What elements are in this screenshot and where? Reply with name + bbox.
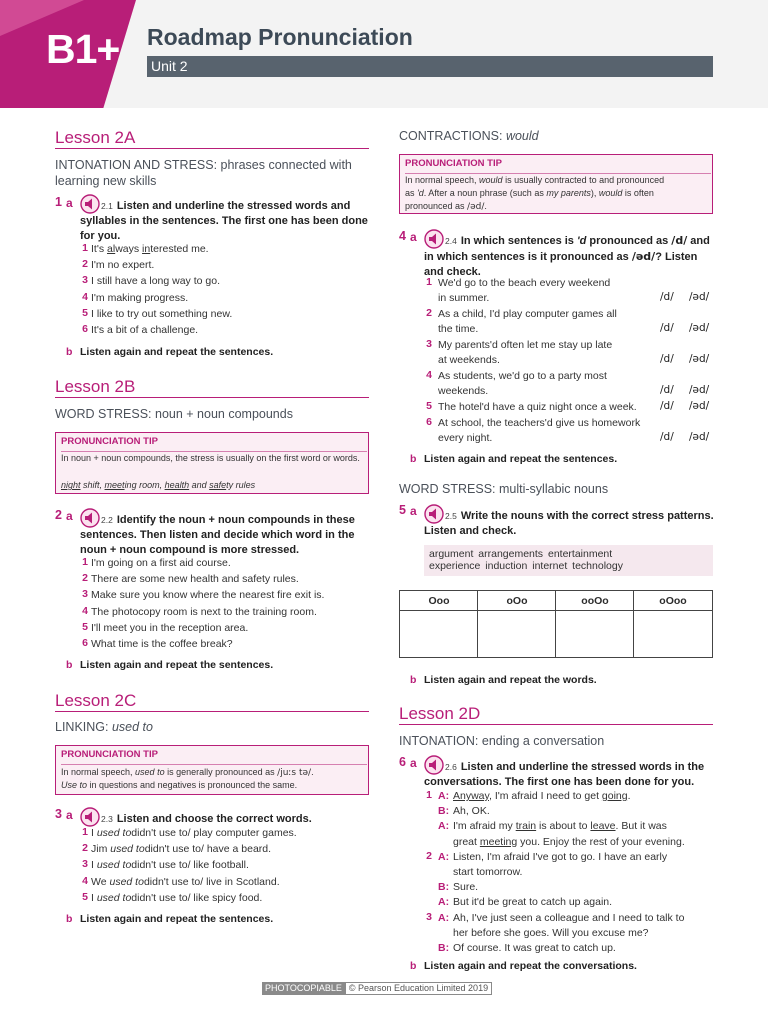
copyright-label: © Pearson Education Limited 2019 (345, 982, 492, 995)
q1-track: 2.1 (101, 201, 113, 211)
speaker-icon[interactable] (424, 504, 444, 524)
text-run: It's a bit of a challenge. (91, 324, 199, 336)
list-item (91, 242, 209, 257)
q3-part-b: b (66, 913, 73, 925)
speaker-label: B: (438, 942, 450, 954)
tip-text: In noun + noun compounds, the stress is usually on the first word or words. (61, 453, 360, 463)
list-item: At school, the teachers'd give us homework (438, 417, 641, 429)
text-run: in questions and negatives is pronounced the same. (87, 780, 298, 790)
text-run: 'd (576, 235, 587, 247)
q4-instruction-text (424, 235, 710, 278)
q5-instruction-text: Write the nouns with the correct stress patterns. Listen and check. (424, 510, 714, 537)
choice-ed[interactable]: /əd/ (689, 384, 710, 396)
lesson-2d-rule (399, 724, 713, 725)
text-run: I (91, 827, 97, 839)
item-number: 2 (82, 572, 88, 585)
text-run: In which sentences is (460, 235, 577, 247)
q2-number: 2 (55, 508, 62, 522)
word-box-line-2: experience induction internet technology (429, 560, 623, 572)
text-run: I still have a long way to go. (91, 275, 220, 288)
conversation-line (453, 926, 649, 941)
q3-b-text: Listen again and repeat the sentences. (80, 913, 274, 925)
text-run: is usually contracted to and pronounced (502, 175, 665, 185)
lesson-2a-rule (55, 148, 369, 149)
italic-text (479, 175, 503, 185)
q4-b-text: Listen again and repeat the sentences. (424, 453, 618, 465)
italic-text (109, 876, 143, 888)
text-run: LINKING: (55, 720, 112, 734)
q6-b-text: Listen again and repeat the conversations. (424, 960, 637, 972)
word-box-line-1: argument arrangements entertainment (429, 548, 613, 560)
item-number: 5 (426, 400, 432, 412)
tip-heading: PRONUNCIATION TIP (61, 436, 158, 447)
text-run: is generally pronounced as (164, 767, 278, 777)
tip-example (61, 479, 255, 492)
text-run: is often (622, 188, 654, 198)
q5-instruction (424, 504, 714, 539)
conversation-line (453, 819, 667, 834)
q4-number: 4 (399, 229, 406, 243)
speaker-icon[interactable] (424, 755, 444, 775)
choice-ed[interactable]: /əd/ (689, 431, 710, 443)
item-number: 4 (82, 290, 88, 303)
text-run: didn't use to/ like spicy food. (131, 891, 263, 904)
conversation-line (453, 835, 685, 850)
lesson-2b-subhead: WORD STRESS: noun + noun compounds (55, 407, 293, 421)
stressed-syllable: Anyway (453, 790, 489, 802)
q1-part-a: a (66, 196, 73, 210)
q2-instruction-text: Identify the noun + noun compounds in these sentences. Then listen and decide which word in the noun + noun compound is more stressed. (80, 514, 355, 556)
stressed-syllable: night (61, 480, 81, 490)
lesson-2d-title: Lesson 2D (399, 704, 481, 723)
speaker-label: A: (438, 820, 450, 833)
choice-d[interactable]: /d/ (660, 291, 674, 303)
text-run: . (627, 790, 631, 802)
text-run: would (598, 188, 623, 198)
text-run: . (311, 767, 314, 777)
table-column-oOo[interactable] (478, 591, 556, 657)
unit-label: Unit 2 (151, 58, 188, 74)
list-item (91, 323, 198, 338)
lesson-2c-rule (55, 711, 369, 712)
text-run: used to (96, 859, 132, 872)
conversation-line (453, 865, 522, 880)
speaker-icon[interactable] (80, 508, 100, 528)
italic-text (97, 827, 131, 839)
text-run: In normal speech, (61, 767, 136, 777)
choice-d[interactable]: /d/ (660, 400, 674, 412)
list-item-continued: at weekends. (438, 354, 500, 366)
q2-b-text: Listen again and repeat the sentences. (80, 659, 274, 671)
item-number: 1 (82, 242, 88, 254)
list-item (91, 274, 220, 289)
table-column-ooo[interactable] (400, 591, 478, 657)
q1-instruction (80, 194, 370, 244)
text-run: ty rules (226, 480, 256, 490)
column-header: Ooo (428, 595, 450, 607)
speaker-icon[interactable] (80, 194, 100, 214)
q3-number: 3 (55, 807, 62, 821)
q1-instruction-text: Listen and underline the stressed words and syllables in the sentences. The first one has been done for you. (80, 200, 368, 242)
item-number: 2 (82, 842, 88, 855)
q3-part-a: a (66, 808, 73, 822)
q1-b-text: Listen again and repeat the sentences. (80, 346, 274, 358)
item-number: 6 (82, 323, 88, 335)
tip-line-1 (405, 174, 664, 187)
text-run: 'd (417, 188, 424, 198)
list-item (91, 842, 271, 857)
text-run: I (91, 891, 97, 904)
column-header: oOo (506, 595, 528, 607)
list-item-continued: every night. (438, 432, 493, 444)
list-item (91, 875, 280, 890)
q2-track: 2.2 (101, 515, 113, 525)
item-number: 4 (82, 874, 88, 887)
item-number: 3 (82, 588, 88, 601)
speaker-label: A: (438, 790, 450, 802)
italic-text (110, 843, 144, 855)
item-number: 1 (426, 276, 432, 288)
stress-pattern-table (399, 590, 713, 658)
footer (262, 982, 492, 995)
conversation-line (453, 911, 684, 926)
choice-d[interactable]: /d/ (660, 353, 674, 365)
text-run: and in which sentences is it pronounced as (424, 235, 710, 263)
phonetic-text: /əd/ (467, 202, 485, 212)
page-title: Roadmap Pronunciation (147, 24, 413, 50)
text-run: I'm afraid my (453, 820, 516, 833)
list-item (91, 291, 188, 306)
italic-text (61, 780, 87, 790)
text-run: CONTRACTIONS: (399, 129, 506, 143)
column-header: oOoo (659, 595, 687, 607)
pronunciation-tip-2b (55, 432, 369, 494)
conversation-number: 2 (426, 849, 432, 862)
tip-line-3 (405, 200, 487, 214)
photocopiable-label: PHOTOCOPIABLE (262, 982, 345, 995)
q5-number: 5 (399, 503, 406, 517)
conversation-line (453, 804, 490, 819)
text-run: didn't use to/ like football. (131, 859, 249, 872)
q1-part-b: b (66, 346, 73, 358)
q3-instruction (80, 807, 370, 827)
text-run: ), (590, 188, 599, 198)
q2-instruction (80, 508, 370, 558)
tip-heading: PRONUNCIATION TIP (61, 749, 158, 760)
contractions-subhead (399, 128, 539, 144)
text-run: , I'm afraid I need to get (489, 790, 602, 802)
choice-d[interactable]: /d/ (660, 431, 674, 443)
choice-ed[interactable]: /əd/ (689, 322, 710, 334)
stressed-syllable: al (107, 243, 116, 255)
conversation-line (453, 850, 667, 865)
q5-b-text: Listen again and repeat the words. (424, 674, 597, 686)
list-item-continued: the time. (438, 323, 479, 335)
tip-line-2 (61, 779, 297, 792)
item-number: 2 (426, 307, 432, 319)
choice-d[interactable]: /d/ (660, 322, 674, 334)
q4-instruction (424, 229, 714, 280)
conversation-number: 1 (426, 789, 432, 801)
text-run: . But it was (615, 820, 667, 833)
italic-text (112, 720, 153, 734)
text-run: Ah, OK. (453, 805, 490, 818)
text-run: Of course. It was great to catch up. (453, 942, 616, 954)
text-run: Ah, I've just seen a colleague and I need to talk to (453, 911, 685, 924)
text-run: didn't use to/ have a beard. (144, 843, 272, 856)
text-run: used to (96, 827, 132, 839)
text-run: used to (135, 767, 165, 777)
text-run: It's (91, 243, 108, 255)
italic-text (506, 129, 539, 143)
phonetic-text: /əd/ (631, 250, 656, 263)
conversation-line (453, 895, 612, 910)
list-item (91, 307, 232, 322)
q2-part-a: a (66, 509, 73, 523)
q5-part-b: b (410, 674, 417, 686)
text-run: I like to try out something new. (91, 307, 233, 320)
text-run: Use to (61, 780, 88, 790)
list-item (91, 858, 249, 873)
lesson-2a-title: Lesson 2A (55, 128, 136, 147)
list-item-continued: in summer. (438, 292, 490, 304)
text-run: and (189, 480, 210, 490)
q3-track: 2.3 (101, 814, 113, 824)
table-column-oOoo[interactable] (634, 591, 712, 657)
list-item: The photocopy room is next to the training room. (91, 605, 317, 618)
item-number: 5 (82, 620, 88, 633)
list-item: The hotel'd have a quiz night once a week. (438, 401, 637, 413)
text-run: We (91, 875, 110, 888)
item-number: 3 (82, 858, 88, 871)
q5-track: 2.5 (445, 511, 457, 521)
lesson-2d-subhead: INTONATION: ending a conversation (399, 734, 605, 748)
text-run: . After a noun phrase (such as (423, 188, 547, 198)
italic-text (599, 188, 623, 198)
speaker-label: B: (438, 805, 450, 818)
text-run: start tomorrow. (453, 866, 523, 878)
pronunciation-tip-contractions (399, 154, 713, 214)
q2-part-b: b (66, 659, 73, 671)
choice-d[interactable]: /d/ (660, 384, 674, 396)
lesson-2a-subhead: INTONATION AND STRESS: phrases connected with learning new skills (55, 158, 352, 188)
list-item (91, 258, 154, 273)
table-column-ooOo[interactable] (556, 591, 634, 657)
speaker-icon[interactable] (80, 807, 100, 827)
item-number: 3 (82, 274, 88, 287)
speaker-label: A: (438, 850, 450, 863)
q6-track: 2.6 (445, 762, 457, 772)
text-run: I (91, 859, 97, 872)
italic-text (546, 188, 591, 198)
pronunciation-tip-2c (55, 745, 369, 795)
text-run: as (405, 188, 418, 198)
item-number: 1 (82, 556, 88, 568)
stressed-syllable: going (601, 790, 628, 802)
item-number: 4 (426, 369, 432, 381)
text-run: Sure. (453, 881, 479, 894)
q6-number: 6 (399, 755, 406, 769)
lesson-2c-title: Lesson 2C (55, 691, 137, 710)
list-item-continued: weekends. (438, 385, 489, 397)
text-run: Listen, I'm afraid I've got to go. I have an early (453, 850, 668, 863)
item-number: 5 (82, 890, 88, 903)
lesson-2b-title: Lesson 2B (55, 377, 136, 396)
speaker-label: A: (438, 911, 450, 924)
choice-ed[interactable]: /əd/ (689, 291, 710, 303)
text-run: didn't use to/ play computer games. (131, 827, 297, 839)
text-run: used to (111, 720, 153, 734)
speaker-icon[interactable] (424, 229, 444, 249)
stressed-syllable: in (142, 243, 151, 255)
list-item: We'd go to the beach every weekend (438, 277, 611, 289)
text-run: would (479, 175, 503, 185)
list-item: There are some new health and safety rules. (91, 573, 299, 586)
speaker-label: A: (438, 896, 450, 909)
word-box (424, 545, 713, 576)
italic-text (97, 859, 131, 871)
conversation-line (453, 941, 616, 956)
page-header (0, 0, 768, 108)
text-run: But it'd be great to catch up again. (453, 896, 613, 909)
text-run: ways (115, 243, 143, 255)
list-item: As a child, I'd play computer games all (438, 308, 617, 320)
q6-instruction-text: Listen and underline the stressed words in the conversations. The first one has been done for you. (424, 761, 705, 788)
q5-part-a: a (410, 504, 417, 518)
italic-text (97, 892, 131, 904)
text-run: I'm making progress. (91, 291, 189, 304)
text-run: pronounced as (586, 235, 672, 247)
level-label: B1+ (46, 26, 120, 72)
q4-part-a: a (410, 230, 417, 244)
text-run: In normal speech, (405, 175, 480, 185)
italic-text (577, 235, 586, 247)
text-run: my parents (546, 188, 591, 198)
phonetic-text: /d/ (671, 234, 688, 247)
conversation-number: 3 (426, 910, 432, 923)
phonetic-text: /juːs tə/ (277, 768, 312, 778)
tip-line-2 (405, 187, 654, 200)
item-number: 4 (82, 604, 88, 617)
conversation-line (453, 789, 631, 804)
list-item: What time is the coffee break? (91, 638, 233, 650)
text-run: . (484, 201, 487, 211)
text-run: Jim (91, 843, 111, 856)
item-number: 1 (82, 826, 88, 838)
stressed-syllable: meeting (479, 835, 518, 848)
conversation-line (453, 880, 478, 895)
q6-part-b: b (410, 960, 417, 972)
list-item (91, 891, 262, 906)
list-item: I'll meet you in the reception area. (91, 621, 249, 634)
italic-text (61, 480, 255, 490)
unit-bar (147, 56, 713, 77)
multisyllabic-subhead: WORD STRESS: multi-syllabic nouns (399, 482, 609, 496)
text-run: terested me. (150, 243, 209, 255)
item-number: 2 (82, 258, 88, 271)
text-run: is about to (536, 820, 591, 833)
text-run: used to (109, 875, 144, 888)
list-item (91, 826, 297, 841)
q4-part-b: b (410, 453, 417, 465)
italic-text (417, 188, 424, 198)
text-run: you. Enjoy the rest of your evening. (517, 835, 685, 848)
text-run: great (453, 835, 480, 848)
choice-ed[interactable]: /əd/ (689, 400, 710, 412)
tip-line-1 (61, 766, 314, 780)
stressed-syllable: leave (590, 820, 616, 833)
stressed-syllable: health (164, 480, 190, 490)
text-run: used to (96, 891, 132, 904)
item-number: 6 (82, 637, 88, 649)
list-item: Make sure you know where the nearest fire exit is. (91, 589, 325, 602)
q6-instruction (424, 755, 714, 790)
stressed-syllable: train (515, 820, 537, 833)
item-number: 5 (82, 306, 88, 319)
text-run: her before she goes. Will you excuse me? (453, 926, 649, 939)
text-run: didn't use to/ live in Scotland. (143, 875, 280, 888)
text-run: ? Listen and check. (424, 251, 698, 278)
text-run: I'm no expert. (91, 259, 155, 272)
text-run: shift, (80, 480, 105, 490)
text-run: used to (110, 843, 145, 856)
list-item: I'm going on a first aid course. (91, 557, 231, 569)
choice-ed[interactable]: /əd/ (689, 353, 710, 365)
speaker-label: B: (438, 881, 450, 894)
list-item: As students, we'd go to a party most (438, 370, 607, 382)
q6-part-a: a (410, 756, 417, 770)
list-item: My parents'd often let me stay up late (438, 339, 613, 351)
tip-heading: PRONUNCIATION TIP (405, 158, 502, 169)
text-run: pronounced as (405, 201, 468, 211)
stressed-syllable: safe (209, 480, 227, 490)
column-header: ooOo (581, 595, 609, 607)
tip-rule (61, 764, 367, 765)
q1-number: 1 (55, 195, 62, 209)
q3-instruction-text: Listen and choose the correct words. (116, 813, 312, 825)
lesson-2c-subhead (55, 719, 153, 735)
text-run: ing room, (124, 480, 165, 490)
text-run: would (505, 129, 539, 143)
item-number: 3 (426, 338, 432, 350)
lesson-2b-rule (55, 397, 369, 398)
stressed-syllable: meet (104, 480, 125, 490)
item-number: 6 (426, 416, 432, 428)
q4-track: 2.4 (445, 236, 457, 246)
italic-text (135, 767, 165, 777)
